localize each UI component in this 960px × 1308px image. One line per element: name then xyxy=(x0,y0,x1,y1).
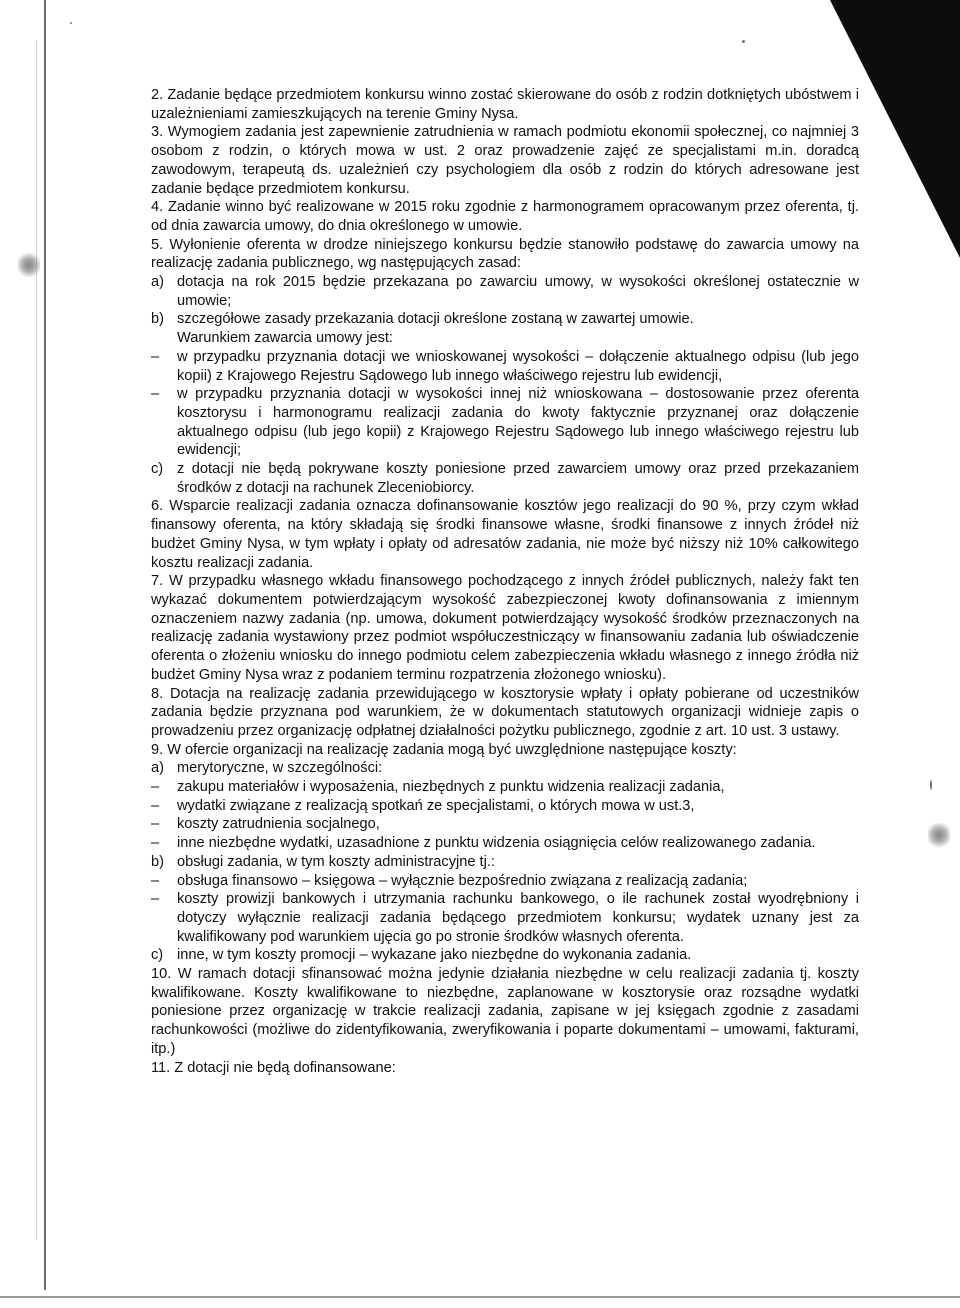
list-marker: b) xyxy=(151,853,164,870)
list-item-text: z dotacji nie będą pokrywane koszty poniesione przed zawarciem umowy oraz przed przekazaniem środków z dotacji na rachunek Zleceniobiorcy. xyxy=(177,461,859,496)
list-item xyxy=(151,460,859,497)
paragraph: 7. W przypadku własnego wkładu finansowego pochodzącego z innych źródeł publicznych, należy fakt ten wykazać dokumentem potwierdzającym wysokość zabezpieczonej kwoty dofinansowania z imiennym oznaczeniem nazwy zadania (np. umowa, dokument potwierdzający wysokość środków przeznaczonych na realizację zadania wystawiony przez podmiot współuczestniczący w finansowaniu zadania lub oświadczenie oferenta o złożeniu wniosku do innego podmiotu celem zabezpieczenia wkładu własnego z innego źródła niż budżet Gminy Nysa wraz z podaniem terminu rozpatrzenia złożonego wniosku). xyxy=(151,573,859,683)
list-item xyxy=(151,759,859,778)
list-marker: – xyxy=(151,797,160,814)
scan-binding-line xyxy=(36,40,37,1240)
list-item xyxy=(151,946,859,965)
list-marker: – xyxy=(151,816,160,833)
list-marker: a) xyxy=(151,760,164,777)
list-marker: – xyxy=(151,872,160,889)
list-item-text: inne, w tym koszty promocji – wykazane jako niezbędne do wykonania zadania. xyxy=(177,947,692,964)
list-item-text: merytoryczne, w szczególności: xyxy=(177,760,383,777)
paragraph: 3. Wymogiem zadania jest zapewnienie zatrudnienia w ramach podmiotu ekonomii społecznej, co najmniej 3 osobom z rodzin, o których mowa w ust. 2 oraz prowadzenie zajęć ze specjalistami m.in. doradcą zawodowym, terapeutą ds. uzależnień czy psychologiem dla osób z rodzin do których adresowane jest zadanie będące przedmiotem konkursu. xyxy=(151,124,859,197)
scan-blot xyxy=(928,820,950,850)
paragraph: 4. Zadanie winno być realizowane w 2015 roku zgodnie z harmonogramem opracowanym przez oferenta, tj. od dnia zawarcia umowy, do dnia określonego w umowie. xyxy=(151,199,859,234)
paragraph: 8. Dotacja na realizację zadania przewidującego w kosztorysie wpłaty i opłaty pobierane od uczestników zadania będzie przyznana pod warunkiem, że w dokumentach statutowych organizacji widnieje zapis o prowadzeniu przez organizację odpłatnej działalności pożytku publicznego, zgodnie z art. 10 ust. 3 ustawy. xyxy=(151,685,859,739)
list-item xyxy=(151,385,859,460)
list-marker: c) xyxy=(151,947,164,964)
list-item xyxy=(151,853,859,872)
paragraph: 6. Wsparcie realizacji zadania oznacza dofinansowanie kosztów jego realizacji do 90 %, przy czym wkład finansowy oferenta, na który składają się środki finansowe własne, środki finansowe z innych źródeł niż budżet Gminy Nysa, w tym wpłaty i opłaty od adresatów zadania, nie może być niższy niż 10% całkowitego kosztu realizacji zadania. xyxy=(151,498,859,571)
list-item xyxy=(151,273,859,310)
list-item xyxy=(151,778,859,797)
list-item xyxy=(151,348,859,385)
paragraph: 5. Wyłonienie oferenta w drodze niniejszego konkursu będzie stanowiło podstawę do zawarcia umowy na realizację zadania publicznego, wg następujących zasad: xyxy=(151,236,859,272)
list-item xyxy=(151,872,859,891)
scan-speck xyxy=(930,780,932,790)
list-marker: – xyxy=(151,835,160,852)
paragraph: 9. W ofercie organizacji na realizację zadania mogą być uwzględnione następujące koszty: xyxy=(151,741,737,758)
list-item xyxy=(151,834,859,853)
list-marker: – xyxy=(151,348,160,365)
list-item-text: zakupu materiałów i wyposażenia, niezbędnych z punktu widzenia realizacji zadania, xyxy=(177,779,725,796)
list-item-text: wydatki związane z realizacją spotkań ze specjalistami, o których mowa w ust.3, xyxy=(177,797,695,814)
scan-bottom-edge xyxy=(0,1296,960,1298)
list-marker: – xyxy=(151,386,160,403)
scan-speck xyxy=(742,40,745,43)
document-body xyxy=(151,86,859,1077)
list-item xyxy=(151,310,859,329)
list-item-text: dotacja na rok 2015 będzie przekazana po zawarciu umowy, w wysokości określonej ostatecznie w umowie; xyxy=(177,274,859,309)
list-item-text: koszty prowizji bankowych i utrzymania rachunku bankowego, o ile rachunek został wyodrębniony i dotyczy wyłącznie realizacji zadania będącego przedmiotem konkursu; wydatek uznany jest za kwalifikowany pod warunkiem ujęcia go po stronie środków własnych oferenta. xyxy=(177,891,859,945)
list-marker: c) xyxy=(151,461,164,478)
list-item-text: obsługi zadania, w tym koszty administracyjne tj.: xyxy=(177,853,495,870)
paragraph: 11. Z dotacji nie będą dofinansowane: xyxy=(151,1059,396,1076)
scan-left-edge xyxy=(44,0,46,1290)
list-marker: a) xyxy=(151,274,164,291)
list-item-text: w przypadku przyznania dotacji w wysokości innej niż wnioskowana – dostosowanie przez oferenta kosztorysu i harmonogramu realizacji zadania do kwoty faktycznie przyznanej oraz dołączenie aktualnego odpisu (lub jego kopii) z Krajowego Rejestru Sądowego lub innego właściwego rejestru lub ewidencji; xyxy=(177,386,859,459)
paragraph: 10. W ramach dotacji sfinansować można jedynie działania niezbędne w celu realizacji zadania tj. koszty kwalifikowane. Koszty kwalifikowane to niezbędne, zaplanowane w kosztorysie oraz rozsądne wydatki poniesione przez organizację w trakcie realizacji zadania, zapisane w jej księgach zgodnie z zasadami rachunkowości (możliwe do zidentyfikowania, zweryfikowania i poparte dokumentami – umowami, fakturami, itp.) xyxy=(151,966,859,1057)
paragraph: 2. Zadanie będące przedmiotem konkursu winno zostać skierowane do osób z rodzin dotkniętych ubóstwem i uzależnieniami zamieszkujących na terenie Gminy Nysa. xyxy=(151,87,859,122)
list-item xyxy=(151,797,859,816)
list-marker: – xyxy=(151,891,160,908)
list-item xyxy=(151,890,859,946)
list-item-text: obsługa finansowo – księgowa – wyłącznie bezpośrednio związana z realizacją zadania; xyxy=(177,872,748,889)
list-marker: – xyxy=(151,779,160,796)
scan-speck xyxy=(70,22,72,24)
list-item xyxy=(151,815,859,834)
list-marker: b) xyxy=(151,311,164,328)
list-item-text: w przypadku przyznania dotacji we wnioskowanej wysokości – dołączenie aktualnego odpisu (lub jego kopii) z Krajowego Rejestru Sądowego lub innego właściwego rejestru lub ewidencji, xyxy=(177,348,859,384)
subheading-text: Warunkiem zawarcia umowy jest: xyxy=(177,330,393,347)
list-item-text: koszty zatrudnienia socjalnego, xyxy=(177,816,380,833)
list-item-text: inne niezbędne wydatki, uzasadnione z punktu widzenia osiągnięcia celów realizowanego zadania. xyxy=(177,835,816,852)
scan-blot xyxy=(18,250,40,280)
list-item-text: szczegółowe zasady przekazania dotacji określone zostaną w zawartej umowie. xyxy=(177,311,694,328)
